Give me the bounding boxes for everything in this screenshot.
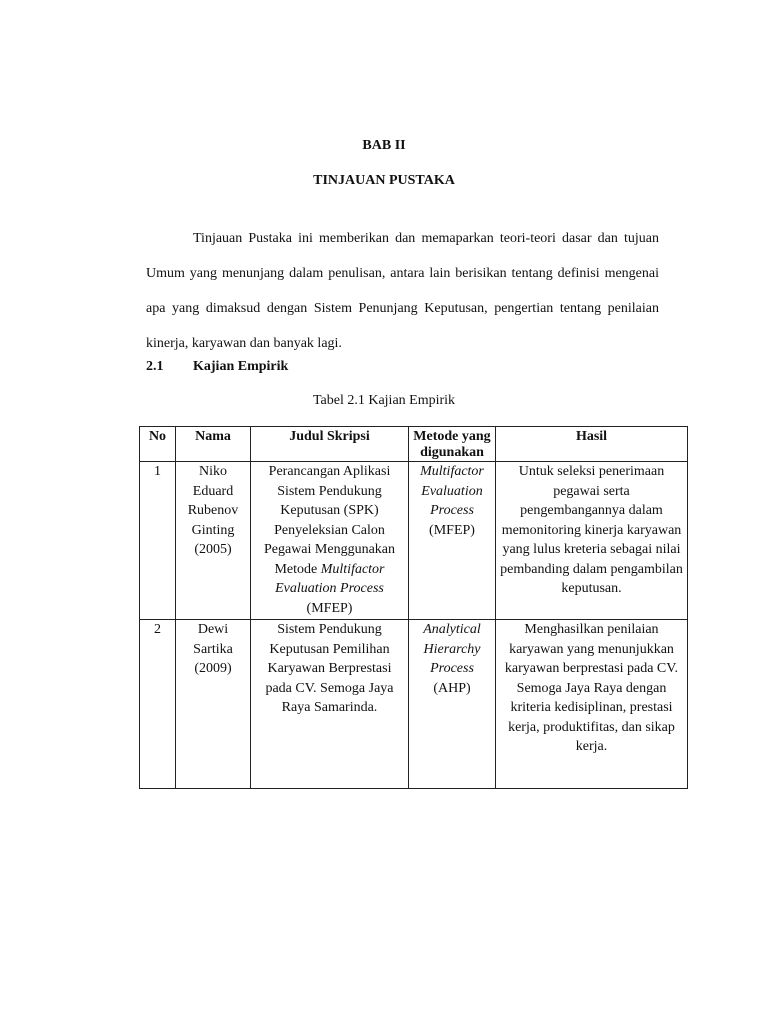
table-row — [140, 620, 688, 789]
header-judul: Judul Skripsi — [251, 427, 409, 462]
cell-judul: Sistem Pendukung Keputusan Pemilihan Karyawan Berprestasi pada CV. Semoga Jaya Raya Samarinda. — [251, 620, 409, 789]
metode-italic-text: Analytical Hierarchy Process — [423, 622, 481, 676]
header-metode: Metode yang digunakan — [409, 427, 496, 462]
cell-no: 1 — [140, 462, 176, 620]
judul-italic-text: Multifactor Evaluation Process — [275, 561, 385, 596]
metode-italic-text: Multifactor Evaluation Process — [420, 464, 484, 518]
metode-suffix: (MFEP) — [429, 522, 475, 538]
cell-nama: Niko Eduard Rubenov Ginting (2005) — [176, 462, 251, 620]
empirical-study-table — [139, 426, 688, 789]
cell-no: 2 — [140, 620, 176, 789]
cell-hasil: Menghasilkan penilaian karyawan yang menunjukkan karyawan berprestasi pada CV. Semoga Jaya Raya dengan kriteria kedisiplinan, prestasi kerja, produktifitas, dan sikap kerja. — [496, 620, 688, 789]
cell-nama: Dewi Sartika (2009) — [176, 620, 251, 789]
header-nama: Nama — [176, 427, 251, 462]
metode-suffix: (AHP) — [433, 680, 471, 696]
cell-metode — [409, 462, 496, 620]
cell-metode — [409, 620, 496, 789]
chapter-title: TINJAUAN PUSTAKA — [313, 173, 455, 188]
judul-text: Perancangan Aplikasi Sistem Pendukung Keputusan (SPK) Penyeleksian Calon Pegawai Menggunakan Metode — [263, 464, 396, 577]
table-row — [140, 462, 688, 620]
cell-judul — [251, 462, 409, 620]
judul-suffix: (MFEP) — [306, 600, 353, 616]
section-heading — [146, 359, 288, 375]
cell-hasil: Untuk seleksi penerimaan pegawai serta pengembangannya dalam memonitoring kinerja karyawan yang lulus kreteria sebagai nilai pembanding dalam pengambilan keputusan. — [496, 462, 688, 620]
table-header-row — [140, 427, 688, 462]
section-number: 2.1 — [146, 359, 164, 374]
table-caption: Tabel 2.1 Kajian Empirik — [312, 393, 456, 408]
header-hasil: Hasil — [496, 427, 688, 462]
chapter-number: BAB II — [362, 138, 406, 153]
header-no: No — [140, 427, 176, 462]
intro-paragraph: Tinjauan Pustaka ini memberikan dan memaparkan teori-teori dasar dan tujuan Umum yang menunjang dalam penulisan, antara lain berisikan tentang definisi mengenai apa yang dimaksud dengan Sistem Penunjang Keputusan, pengertian tentang penilaian kinerja, karyawan dan banyak lagi. — [146, 231, 659, 351]
section-title: Kajian Empirik — [193, 359, 289, 374]
